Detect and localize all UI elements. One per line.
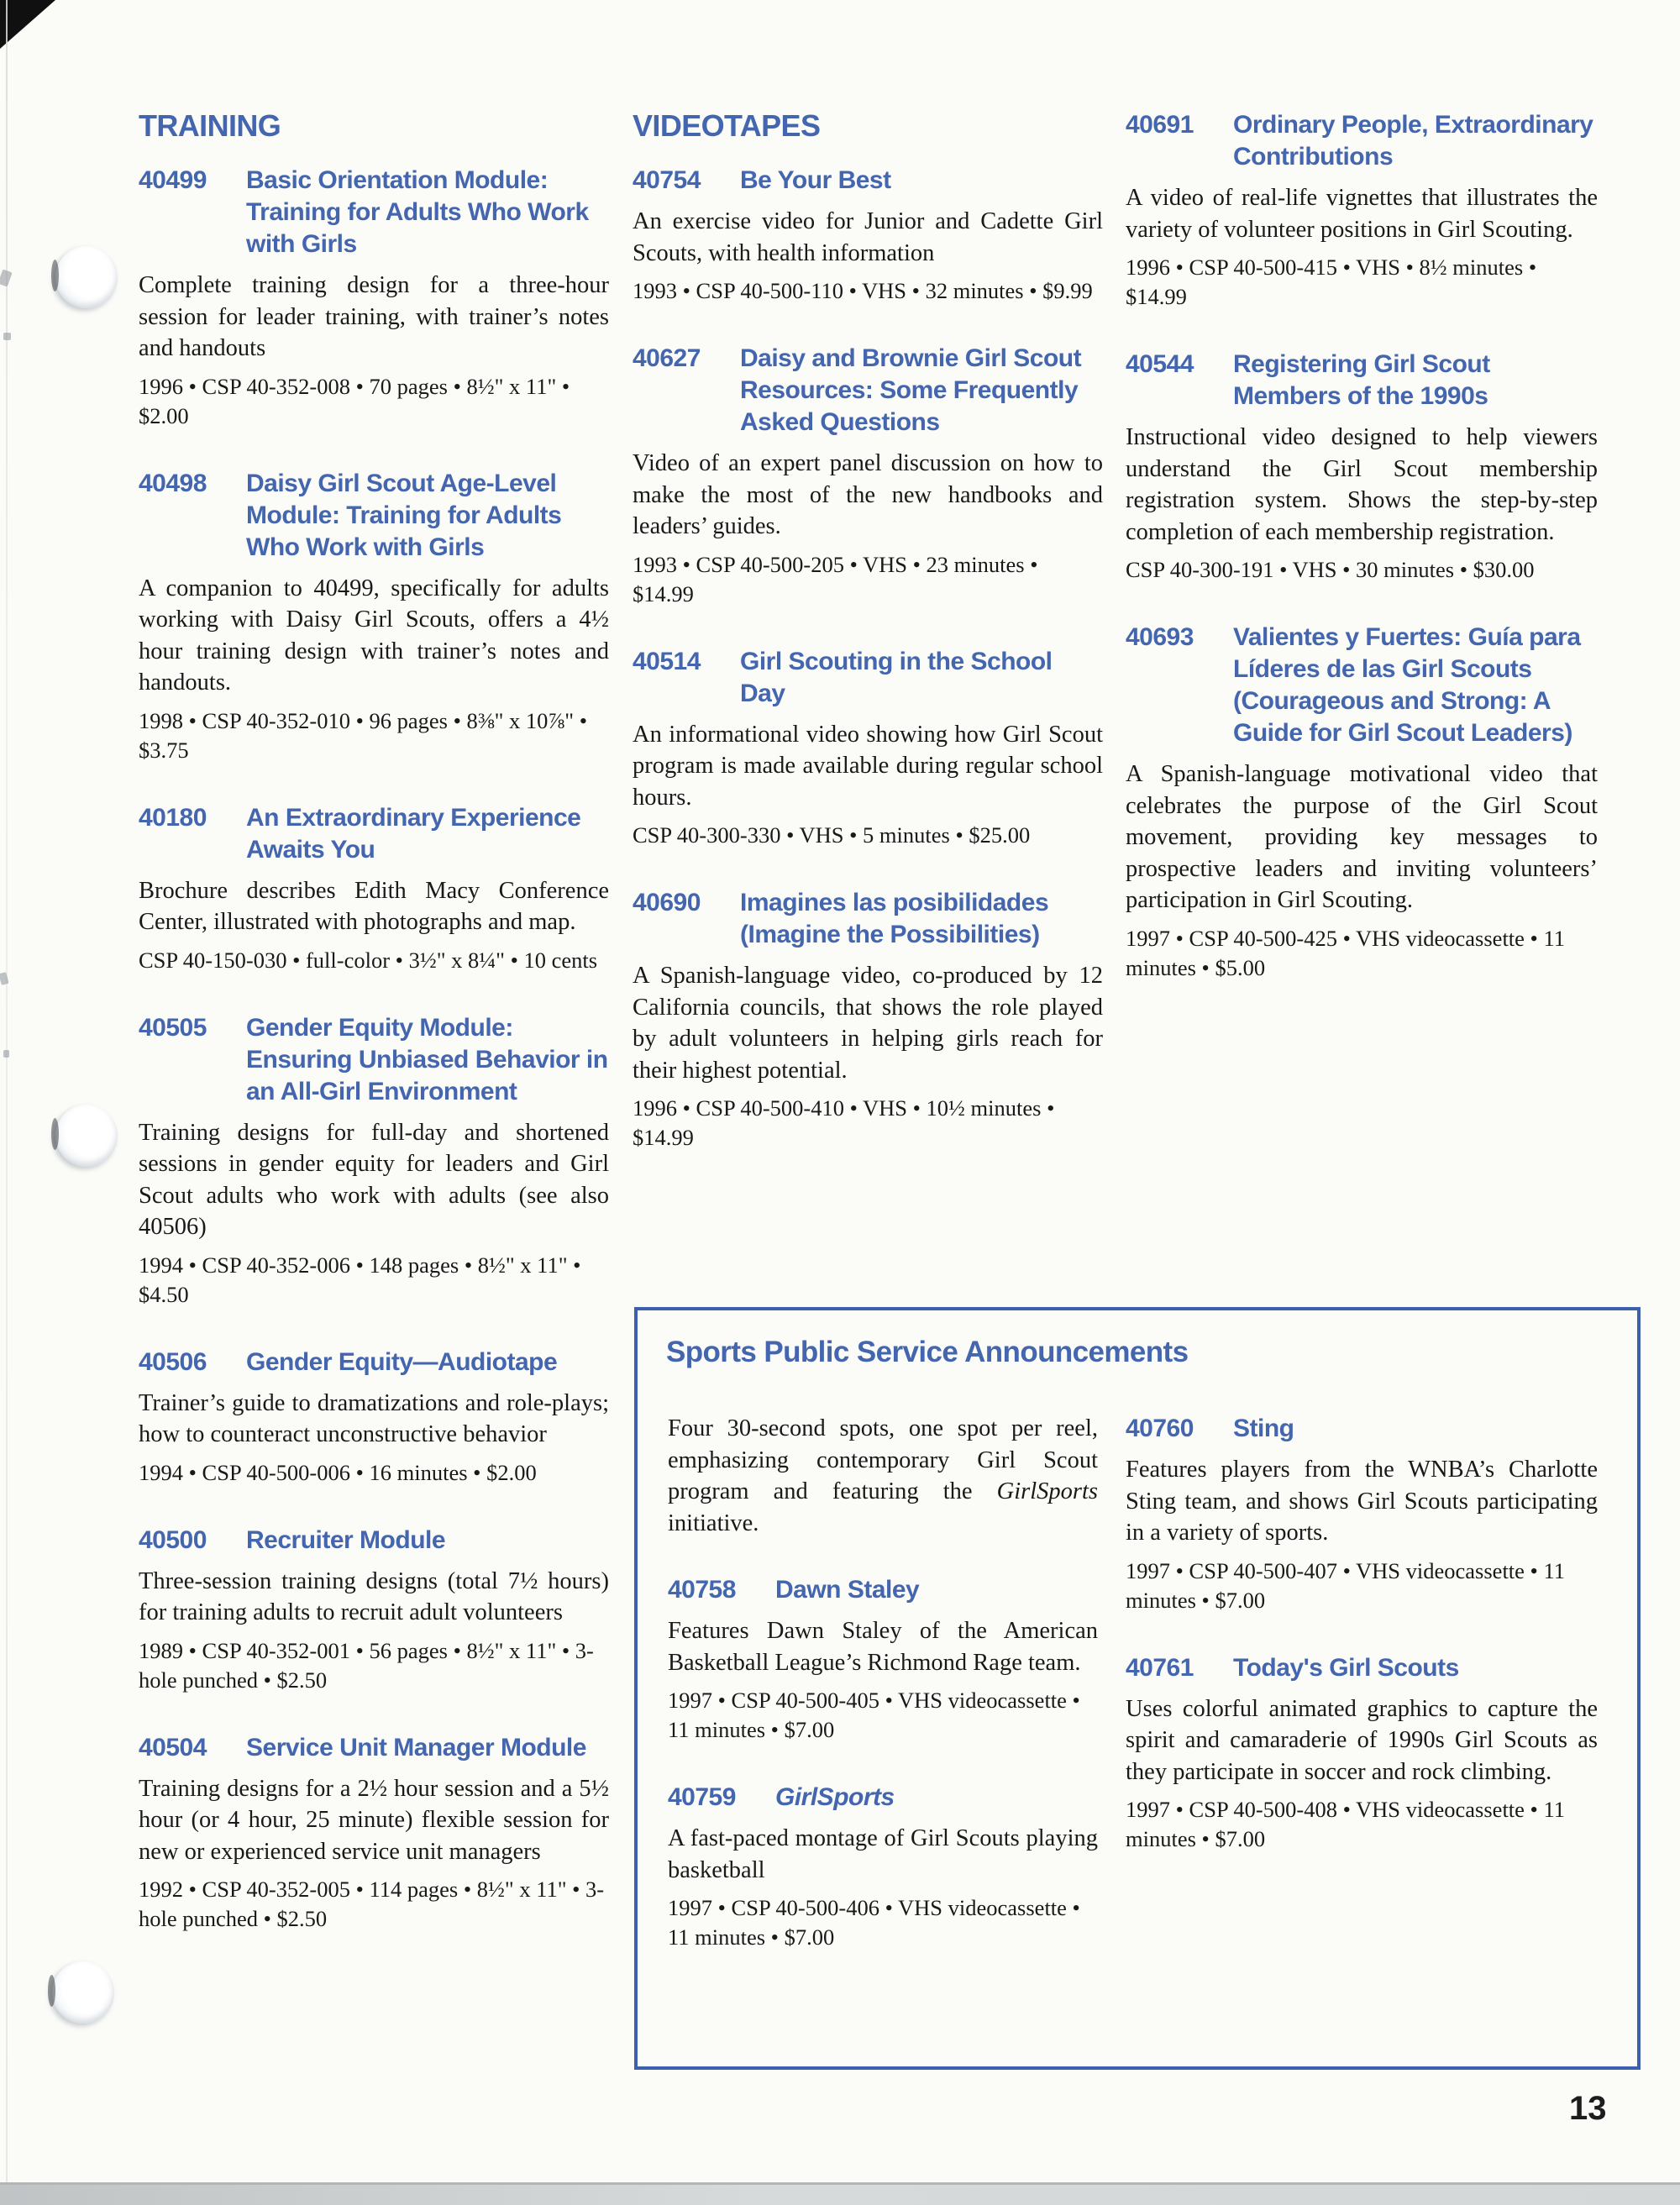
item-spec: 1994 • CSP 40-352-006 • 148 pages • 8½" x 11" • $4.50 <box>139 1252 581 1307</box>
item-code: 40499 <box>139 166 207 194</box>
item-description: Training designs for full-day and shortened sessions in gender equity for leaders and Girl Scout adults who work with adults (see also 40506) <box>139 1119 609 1240</box>
item-code: 40760 <box>1126 1415 1194 1442</box>
item-description: A video of real-life vignettes that illustrates the variety of volunteer positions in Girl Scouting. <box>1126 185 1598 243</box>
sports-box-title: Sports Public Service Announcements <box>666 1336 1189 1368</box>
item-code: 40693 <box>1126 623 1194 651</box>
section-title-training: TRAINING <box>139 108 281 143</box>
item-heading <box>139 1732 609 1764</box>
item-description: Brochure describes Edith Macy Conference Center, illustrated with photographs and map. <box>139 877 609 935</box>
item-spec: 1989 • CSP 40-352-001 • 56 pages • 8½" x 11" • 3-hole punched • $2.50 <box>139 1637 594 1693</box>
item-title: GirlSports <box>775 1783 895 1811</box>
item-spec: 1994 • CSP 40-500-006 • 16 minutes • $2.00 <box>139 1459 537 1485</box>
item-description: A fast-paced montage of Girl Scouts playing basketball <box>668 1825 1098 1883</box>
item-description: An informational video showing how Girl Scout program is made available during regular school hours. <box>633 721 1103 811</box>
item-heading <box>139 468 609 564</box>
item-code: 40180 <box>139 803 207 832</box>
item-heading <box>1126 349 1598 412</box>
punch-hole <box>52 1961 114 2024</box>
item-description: An exercise video for Junior and Cadette Girl Scouts, with health information <box>633 208 1103 266</box>
item-spec: 1992 • CSP 40-352-005 • 114 pages • 8½" x 11" • 3-hole punched • $2.50 <box>139 1877 605 1931</box>
item-spec: 1997 • CSP 40-500-406 • VHS videocassette • 11 minutes • $7.00 <box>668 1895 1080 1950</box>
item-code: 40506 <box>139 1347 207 1376</box>
item-code: 40505 <box>139 1013 207 1042</box>
item-heading <box>633 165 1103 197</box>
catalog-item-40544 <box>1126 349 1598 585</box>
item-title: Valientes y Fuertes: Guía para Líderes de las Girl Scouts (Courageous and Strong: A Guide for Girl Scout Leaders) <box>1233 623 1581 747</box>
scan-speck <box>0 269 13 286</box>
catalog-item-40754 <box>633 165 1103 306</box>
item-title: An Extraordinary Experience Awaits You <box>246 803 581 864</box>
item-spec: 1996 • CSP 40-500-415 • VHS • 8½ minutes • $14.99 <box>1126 255 1537 309</box>
item-heading <box>633 343 1103 438</box>
catalog-item-40500 <box>139 1525 609 1695</box>
item-code: 40691 <box>1126 111 1194 139</box>
item-description: Trainer’s guide to dramatizations and role-plays; how to counteract unconstructive behavior <box>139 1389 609 1447</box>
item-title: Daisy and Brownie Girl Scout Resources: Some Frequently Asked Questions <box>740 344 1082 436</box>
column-training <box>139 109 609 1971</box>
item-heading <box>139 165 609 260</box>
item-title: Ordinary People, Extraordinary Contributions <box>1233 111 1593 171</box>
item-title: Recruiter Module <box>246 1525 446 1554</box>
catalog-item-40504 <box>139 1732 609 1935</box>
catalog-item-40506 <box>139 1347 609 1488</box>
catalog-item-40761 <box>1126 1652 1598 1855</box>
catalog-item-40498 <box>139 468 609 765</box>
item-code: 40500 <box>139 1525 207 1554</box>
sports-box-intro <box>668 1413 1098 1539</box>
item-description: Video of an expert panel discussion on how to make the most of the new handbooks and leaders’ guides. <box>633 450 1103 539</box>
item-heading <box>139 1347 609 1378</box>
item-heading <box>1126 109 1598 173</box>
item-description: Three-session training designs (total 7½ hours) for training adults to recruit adult volunteers <box>139 1567 609 1625</box>
item-heading <box>1126 1652 1598 1684</box>
page-number: 13 <box>1569 2090 1607 2127</box>
item-title: Gender Equity Module: Ensuring Unbiased Behavior in an All-Girl Environment <box>246 1013 608 1105</box>
scan-speck <box>0 972 9 985</box>
scan-bottom-edge <box>0 2182 1680 2205</box>
scan-corner-mark <box>0 0 55 49</box>
item-code: 40754 <box>633 166 701 194</box>
item-spec: 1997 • CSP 40-500-425 • VHS videocassette • 11 minutes • $5.00 <box>1126 925 1565 980</box>
item-title: Registering Girl Scout Members of the 1990s <box>1233 350 1490 410</box>
catalog-item-40505 <box>139 1012 609 1310</box>
page-edge-line <box>6 0 8 2205</box>
item-code: 40627 <box>633 344 701 372</box>
item-code: 40759 <box>668 1783 736 1811</box>
item-title: Service Unit Manager Module <box>246 1733 586 1761</box>
item-description: A Spanish-language motivational video that celebrates the purpose of the Girl Scout movement, providing key messages to prospective leaders and inviting volunteers’ participation in Girl Scouting. <box>1126 761 1598 913</box>
item-description: Features Dawn Staley of the American Basketball League’s Richmond Rage team. <box>668 1618 1098 1676</box>
section-title-videotapes: VIDEOTAPES <box>633 108 821 143</box>
item-spec: 1996 • CSP 40-352-008 • 70 pages • 8½" x 11" • $2.00 <box>139 373 570 428</box>
item-code: 40514 <box>633 647 701 675</box>
column-videotapes-continued <box>1126 109 1598 1020</box>
catalog-item-40514 <box>633 646 1103 851</box>
item-heading <box>668 1574 1098 1606</box>
item-description: Instructional video designed to help viewers understand the Girl Scout membership registration system. Shows the step-by-step completion of each membership registration. <box>1126 424 1598 545</box>
item-description: A Spanish-language video, co-produced by 12 California councils, that shows the role played by adult volunteers in helping girls reach for their highest potential. <box>633 963 1103 1084</box>
intro-text: initiative. <box>668 1509 759 1536</box>
item-title: Dawn Staley <box>775 1576 920 1604</box>
item-heading <box>1126 622 1598 749</box>
item-code: 40544 <box>1126 350 1194 378</box>
intro-italic-text: GirlSports <box>996 1478 1098 1504</box>
item-heading <box>139 1012 609 1108</box>
catalog-item-40627 <box>633 343 1103 609</box>
catalog-item-40690 <box>633 887 1103 1152</box>
sports-box-left-column <box>668 1413 1098 1989</box>
item-spec: 1996 • CSP 40-500-410 • VHS • 10½ minutes • $14.99 <box>633 1095 1055 1150</box>
item-description: A companion to 40499, specifically for adults working with Daisy Girl Scouts, offers a 4½ hour training design with trainer’s notes and handouts. <box>139 575 609 696</box>
item-heading <box>1126 1413 1598 1445</box>
item-code: 40761 <box>1126 1653 1194 1682</box>
item-title: Gender Equity—Audiotape <box>246 1347 558 1376</box>
punch-hole <box>55 1105 118 1167</box>
item-code: 40504 <box>139 1733 207 1761</box>
item-spec: 1997 • CSP 40-500-408 • VHS videocassette • 11 minutes • $7.00 <box>1126 1797 1565 1851</box>
item-title: Imagines las posibilidades (Imagine the Possibilities) <box>740 889 1049 948</box>
catalog-item-40180 <box>139 802 609 975</box>
item-code: 40498 <box>139 469 207 497</box>
item-spec: CSP 40-150-030 • full-color • 3½" x 8¼" • 10 cents <box>139 947 598 973</box>
item-title: Today's Girl Scouts <box>1233 1653 1459 1682</box>
intro-text: Four 30-second spots, one spot per reel, emphasizing contemporary Girl Scout program and featuring the <box>668 1415 1098 1504</box>
item-spec: CSP 40-300-191 • VHS • 30 minutes • $30.00 <box>1126 557 1535 582</box>
item-spec: 1993 • CSP 40-500-110 • VHS • 32 minutes • $9.99 <box>633 278 1093 303</box>
catalog-item-40758 <box>668 1574 1098 1745</box>
item-title: Daisy Girl Scout Age-Level Module: Training for Adults Who Work with Girls <box>246 469 562 561</box>
sports-psa-box <box>634 1307 1641 2070</box>
item-heading <box>633 887 1103 951</box>
item-code: 40690 <box>633 889 701 916</box>
catalog-item-40759 <box>668 1782 1098 1952</box>
item-spec: 1997 • CSP 40-500-407 • VHS videocassette • 11 minutes • $7.00 <box>1126 1557 1565 1613</box>
item-code: 40758 <box>668 1576 736 1604</box>
punch-hole <box>55 246 118 308</box>
scan-speck <box>3 333 11 340</box>
item-title: Girl Scouting in the School Day <box>740 647 1053 707</box>
scan-speck <box>3 1050 9 1058</box>
catalog-item-40499 <box>139 165 609 431</box>
catalog-item-40693 <box>1126 622 1598 983</box>
catalog-item-40760 <box>1126 1413 1598 1615</box>
item-spec: 1997 • CSP 40-500-405 • VHS videocassette • 11 minutes • $7.00 <box>668 1688 1080 1742</box>
item-heading <box>668 1782 1098 1814</box>
sports-box-right-column <box>1126 1413 1598 1891</box>
item-heading <box>139 802 609 866</box>
item-spec: 1998 • CSP 40-352-010 • 96 pages • 8⅜" x 10⅞" • $3.75 <box>139 707 588 763</box>
item-title: Be Your Best <box>740 166 891 194</box>
column-videotapes <box>633 109 1103 1189</box>
item-spec: 1993 • CSP 40-500-205 • VHS • 23 minutes • $14.99 <box>633 551 1038 606</box>
item-spec: CSP 40-300-330 • VHS • 5 minutes • $25.00 <box>633 822 1031 848</box>
item-description: Complete training design for a three-hour session for leader training, with trainer’s notes and handouts <box>139 272 609 361</box>
item-description: Features players from the WNBA’s Charlotte Sting team, and shows Girl Scouts participating in a variety of sports. <box>1126 1457 1598 1546</box>
item-description: Uses colorful animated graphics to capture the spirit and camaraderie of 1990s Girl Scouts as they participate in soccer and rock climbing. <box>1126 1695 1598 1785</box>
item-description: Training designs for a 2½ hour session and a 5½ hour (or 4 hour, 25 minute) flexible session for new or experienced service unit managers <box>139 1775 609 1865</box>
catalog-item-40691 <box>1126 109 1598 312</box>
item-heading <box>633 646 1103 710</box>
item-title: Sting <box>1233 1415 1294 1442</box>
item-heading <box>139 1525 609 1557</box>
item-title: Basic Orientation Module: Training for Adults Who Work with Girls <box>246 166 589 258</box>
